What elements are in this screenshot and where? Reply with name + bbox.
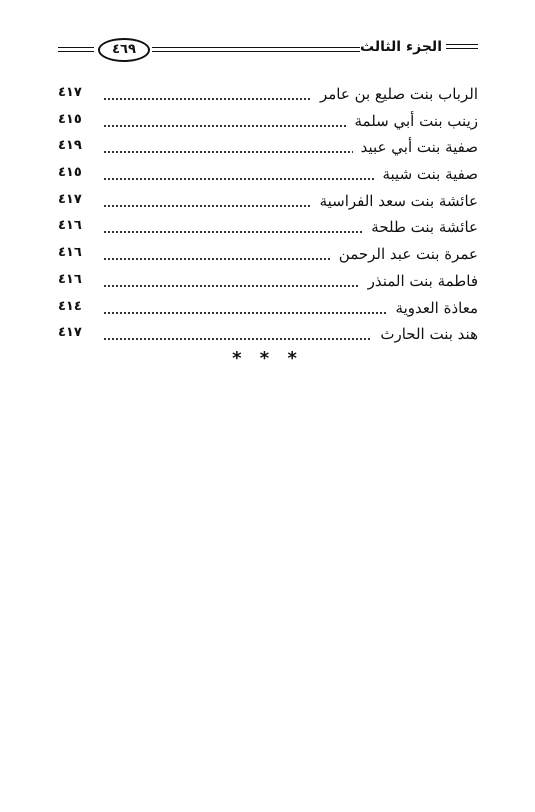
entry-page-number: ٤١٧ xyxy=(58,85,82,100)
entry-name: عائشة بنت سعد الفراسية xyxy=(312,192,478,210)
table-of-contents xyxy=(58,85,478,352)
header-rule-middle-top xyxy=(152,47,360,48)
header-rule-right-top xyxy=(446,44,478,45)
entry-name: زينب بنت أبي سلمة xyxy=(346,112,478,130)
entry-name: عائشة بنت طلحة xyxy=(363,218,478,236)
entry-page-number: ٤١٦ xyxy=(58,245,82,261)
entry-page-number: ٤١٥ xyxy=(58,165,82,181)
entry-page-number: ٤١٤ xyxy=(58,298,82,314)
entry-page-number: ٤١٦ xyxy=(58,218,82,234)
entry-name: صفية بنت شيبة xyxy=(374,165,478,183)
toc-entry xyxy=(58,165,478,192)
header-rule-left-bottom xyxy=(58,51,94,52)
toc-entry xyxy=(58,85,478,112)
toc-entry xyxy=(58,272,478,299)
entry-page-number: ٤١٧ xyxy=(58,325,82,341)
entry-name: صفية بنت أبي عبيد xyxy=(353,138,478,156)
toc-entry xyxy=(58,245,478,272)
entry-page-number: ٤١٦ xyxy=(58,271,82,287)
entry-page-number: ٤١٩ xyxy=(58,138,82,154)
entry-name: معاذة العدوية xyxy=(388,299,478,317)
entry-name: عمرة بنت عبد الرحمن xyxy=(331,245,478,263)
toc-entry xyxy=(58,138,478,165)
page-header xyxy=(58,38,478,62)
section-end-asterisks: * * * xyxy=(232,348,303,369)
section-title: الجزء الثالث xyxy=(360,39,442,55)
header-rule-left-top xyxy=(58,47,94,48)
entry-page-number: ٤١٧ xyxy=(58,191,82,207)
entry-name: الرباب بنت صليع بن عامر xyxy=(312,85,478,103)
toc-entry xyxy=(58,218,478,245)
header-rule-right-bottom xyxy=(446,48,478,49)
page-number-badge: ٤٦٩ xyxy=(98,38,150,62)
entry-page-number: ٤١٥ xyxy=(58,111,82,127)
header-rule-middle-bottom xyxy=(152,51,360,52)
toc-entry xyxy=(58,112,478,139)
toc-entry xyxy=(58,192,478,219)
entry-name: فاطمة بنت المنذر xyxy=(360,272,478,290)
entry-name: هند بنت الحارث xyxy=(372,325,478,343)
toc-entry xyxy=(58,299,478,326)
